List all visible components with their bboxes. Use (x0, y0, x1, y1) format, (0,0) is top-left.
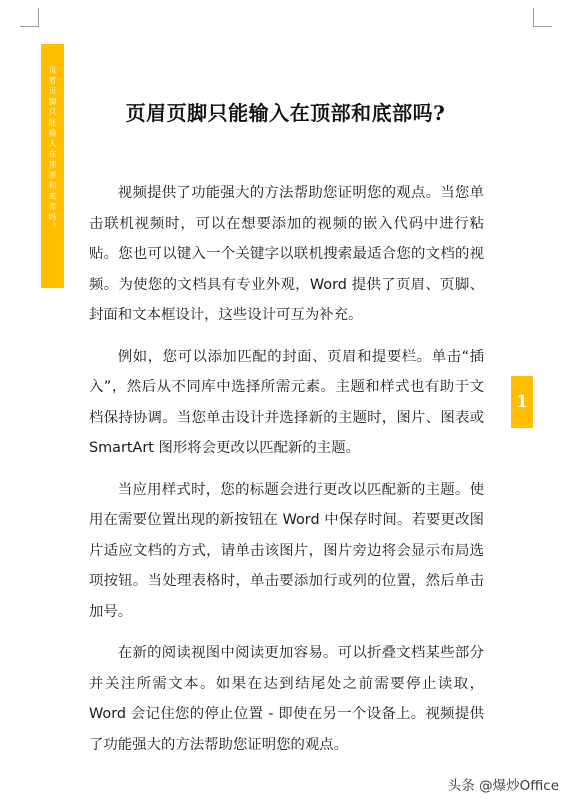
document-title: 页眉页脚只能输入在顶部和底部吗? (125, 101, 446, 125)
page-number: 1 (516, 392, 528, 412)
vertical-header-text: 页眉页脚只能输入在顶部和底部吗？ (48, 66, 57, 234)
watermark: 头条 @爆炒Office (447, 778, 559, 794)
page-number-tab[interactable] (511, 376, 533, 428)
paragraph-4: 在新的阅读视图中阅读更加容易。可以折叠文档某些部分并关注所需文本。如果在达到结尾处之前需要停止读取，Word 会记住您的停止位置 - 即使在另一个设备上。视频提供了功能强大的方法帮助您证明您的观点。 (89, 645, 484, 753)
paragraph-3: 当应用样式时，您的标题会进行更改以匹配新的主题。使用在需要位置出现的新按钮在 Word 中保存时间。若要更改图片适应文档的方式，请单击该图片，图片旁边将会显示布局选项按钮。当处理表格时，单击要添加行或列的位置，然后单击加号。 (89, 481, 484, 620)
paragraph-1: 视频提供了功能强大的方法帮助您证明您的观点。当您单击联机视频时，可以在想要添加的视频的嵌入代码中进行粘贴。您也可以键入一个关键字以联机搜索最适合您的文档的视频。为使您的文档具有专业外观，Word 提供了页眉、页脚、封面和文本框设计，这些设计可互为补充。 (89, 185, 484, 323)
vertical-header-band[interactable] (41, 44, 64, 288)
document-body[interactable] (89, 178, 484, 771)
paragraph-2: 例如，您可以添加匹配的封面、页眉和提要栏。单击“插入”，然后从不同库中选择所需元素。主题和样式也有助于文档保持协调。当您单击设计并选择新的主题时，图片、图表或 SmartArt 图形将会更改以匹配新的主题。 (89, 348, 484, 456)
margin-corner-top-right (533, 8, 552, 27)
margin-corner-top-left (20, 8, 39, 27)
